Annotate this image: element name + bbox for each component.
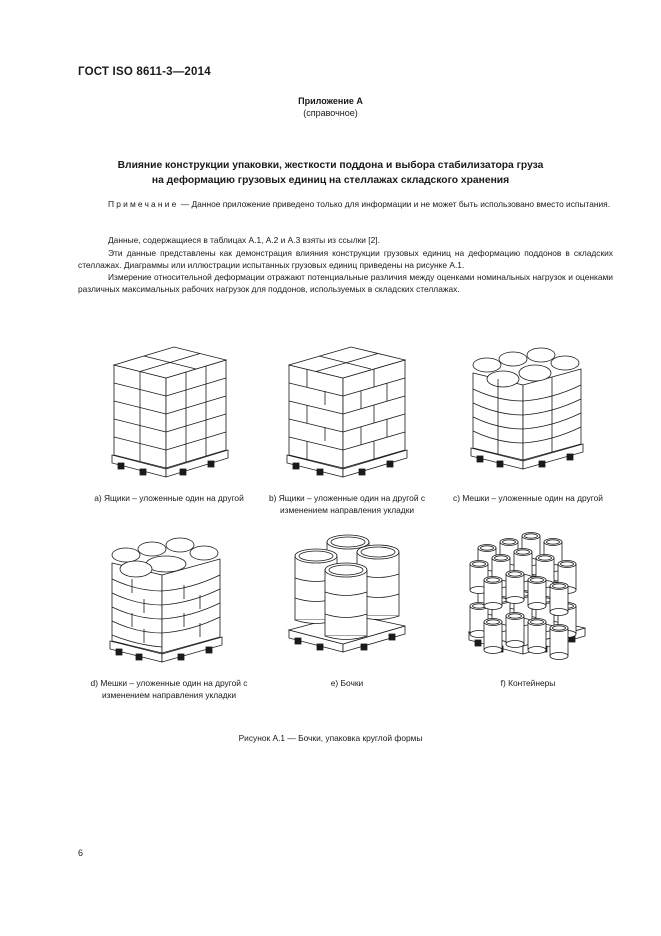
paragraph-2: Эти данные представлены как демонстрация влияния конструкции грузовых единиц на деформацию поддонов в складских стеллажах. Диаграммы или иллюстрации испытанных грузовых единиц приведены на рисунке А.1. (78, 248, 613, 270)
section-title-line-1: Влияние конструкции упаковки, жесткости поддона и выбора стабилизатора груза (117, 160, 544, 171)
figure-caption-c: c) Мешки – уложенные один на другой (453, 493, 603, 503)
paragraph-1: Данные, содержащиеся в таблицах А.1, А.2 и А.3 взяты из ссылки [2]. (108, 235, 380, 245)
boxes-stacked-icon (104, 330, 234, 490)
boxes-interlocked-icon (281, 330, 416, 490)
bags-stacked-icon (465, 345, 590, 485)
annex-type: (справочное) (303, 108, 358, 118)
section-title-line-2: на деформацию грузовых единиц на стеллажах складского хранения (151, 175, 510, 186)
container-pail (550, 625, 568, 660)
figure-caption-f: f) Контейнеры (500, 678, 556, 688)
container-pail (506, 571, 524, 604)
note-text: — Данное приложение приведено только для информации и не может быть использовано вместо испытания. (178, 199, 611, 209)
figure-title: Рисунок А.1 — Бочки, упаковка круглой формы (238, 733, 423, 743)
figure-caption-b: b) Ящики – уложенные один на другой с изменением направления укладки (268, 493, 426, 515)
figure-caption-e: e) Бочки (330, 678, 364, 688)
container-pail (528, 619, 546, 654)
container-pail (484, 619, 502, 654)
paragraph-3: Измерение относительной деформации отражают потенциальные различия между оценками номинальных нагрузок и оценками различных максимальных рабочих нагрузок для поддонов, используемых в складских стеллажах. (78, 272, 613, 294)
note (78, 198, 613, 210)
figure-caption-d: d) Мешки – уложенные один на другой с изменением направления укладки (90, 678, 248, 700)
container-pail (528, 577, 546, 610)
section-title (0, 158, 661, 188)
containers-icon (465, 528, 590, 678)
note-prefix: Примечание (108, 199, 179, 209)
annex-label: Приложение А (298, 96, 363, 106)
container-pail (506, 613, 524, 648)
figure-caption-a: а) Ящики – уложенные один на другой (94, 493, 244, 503)
standard-code: ГОСТ ISO 8611-3—2014 (78, 66, 211, 78)
drums-icon (285, 530, 410, 680)
bags-interlocked-icon (104, 535, 229, 680)
page-number: 6 (78, 848, 84, 858)
container-pail (484, 577, 502, 610)
container-pail (550, 583, 568, 616)
